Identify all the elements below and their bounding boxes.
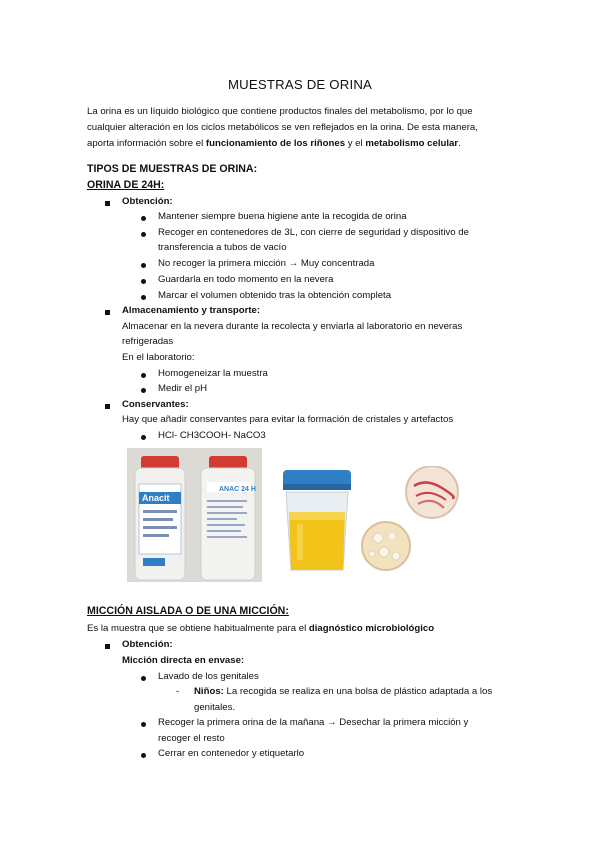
intro-line-1: La orina es un líquido biológico que contiene productos finales del metabolismo, por lo que [87, 106, 473, 117]
bullet-dot [141, 295, 146, 300]
almacen-label: Almacenamiento y transporte: [122, 305, 261, 316]
conserv-text: Hay que añadir conservantes para evitar la formación de cristales y artefactos [122, 414, 454, 425]
obtencion-label: Obtención: [122, 639, 173, 650]
ninos-line: Niños: La recogida se realiza en una bolsa de plástico adaptada a los [194, 686, 493, 697]
list-item: Guardarla en todo momento en la nevera [158, 274, 334, 285]
orina24-heading: ORINA DE 24H: [87, 179, 165, 191]
square-bullet [105, 201, 110, 206]
almacen-text: Almacenar en la nevera durante la recolecta y enviarla al laboratorio en neveras [122, 321, 463, 332]
page-title: MUESTRAS DE ORINA [227, 77, 373, 92]
petri-dishes-illustration [356, 466, 476, 574]
ninos-line-2: genitales. [194, 702, 236, 713]
list-item: Medir el pH [158, 383, 208, 394]
container-photo [127, 448, 262, 582]
bullet-dot [141, 388, 146, 393]
list-item: Recoger la primera orina de la mañana → Desechar la primera micción y [158, 717, 469, 728]
list-item: Cerrar en contenedor y etiquetarlo [158, 748, 305, 759]
square-bullet [105, 644, 110, 649]
list-item-continuation: transferencia a tubos de vacío [158, 242, 287, 253]
list-item: Homogeneizar la muestra [158, 368, 268, 379]
bullet-dot [141, 676, 146, 681]
bullet-dot [141, 435, 146, 440]
bottle1-label: Anacit [142, 493, 170, 503]
dash-bullet: - [176, 686, 180, 697]
directa-label: Micción directa en envase: [122, 655, 245, 666]
list-item: Lavado de los genitales [158, 671, 259, 682]
bullet-dot [141, 373, 146, 378]
lab-label: En el laboratorio: [122, 352, 195, 363]
miccion-heading: MICCIÓN AISLADA O DE UNA MICCIÓN: [87, 605, 289, 617]
obtencion-label: Obtención: [122, 196, 173, 207]
list-item: Marcar el volumen obtenido tras la obtención completa [158, 290, 392, 301]
conserv-label: Conservantes: [122, 399, 189, 410]
urine-cup-illustration [277, 466, 357, 574]
list-item: Mantener siempre buena higiene ante la recogida de orina [158, 211, 407, 222]
square-bullet [105, 310, 110, 315]
bullet-dot [141, 279, 146, 284]
list-item-continuation: recoger el resto [158, 733, 225, 744]
bullet-dot [141, 722, 146, 727]
bottle2-label: ANAC 24 H [219, 486, 256, 493]
list-item: Recoger en contenedores de 3L, con cierre de seguridad y dispositivo de [158, 227, 469, 238]
bullet-dot [141, 263, 146, 268]
intro-line-2: cualquier alteración en los ciclos metabólicos se ven reflejados en la orina. De esta manera, [87, 122, 478, 133]
miccion-desc: Es la muestra que se obtiene habitualmente para el diagnóstico microbiológico [87, 623, 435, 634]
types-heading: TIPOS DE MUESTRAS DE ORINA: [87, 163, 258, 175]
list-item: No recoger la primera micción → Muy concentrada [158, 258, 375, 269]
list-item: HCl- CH3COOH- NaCO3 [158, 430, 266, 441]
intro-line-3: aporta información sobre el funcionamiento de los riñones y el metabolismo celular. [87, 138, 461, 149]
bullet-dot [141, 216, 146, 221]
square-bullet [105, 404, 110, 409]
bullet-dot [141, 753, 146, 758]
almacen-text: refrigeradas [122, 336, 174, 347]
bullet-dot [141, 232, 146, 237]
